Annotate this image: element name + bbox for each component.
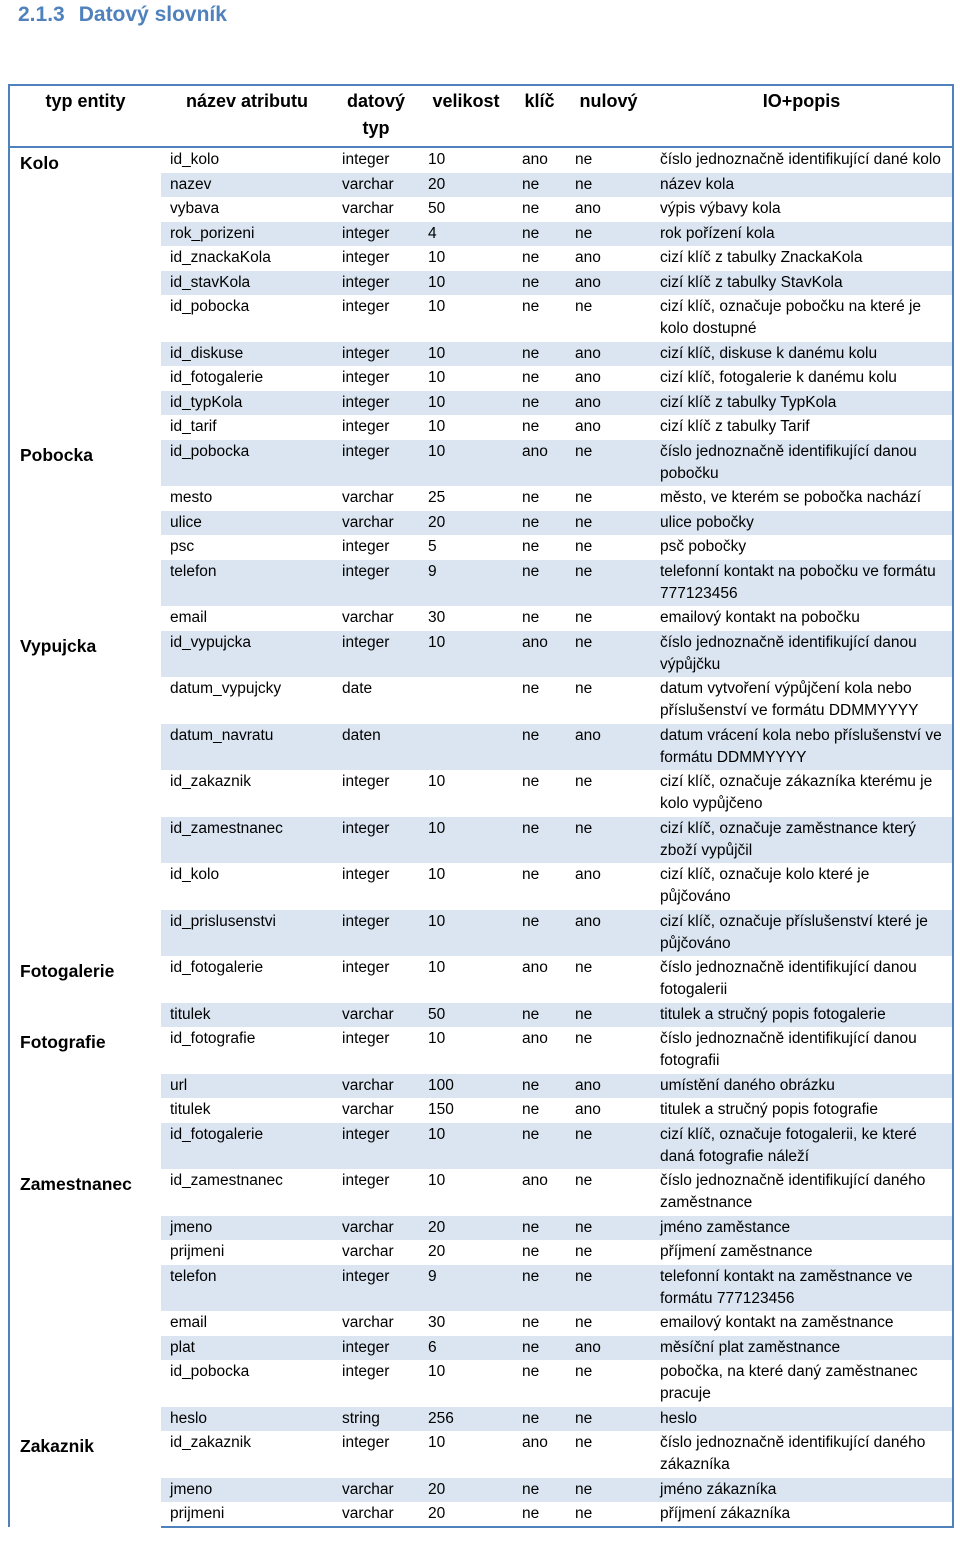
key: ne	[522, 1363, 540, 1380]
attribute-name: url	[161, 1074, 333, 1099]
entity-name: Pobocka	[9, 440, 161, 631]
size: 10	[428, 1434, 446, 1451]
table-row	[9, 147, 953, 173]
entity-name: Zakaznik	[9, 1431, 161, 1527]
nullable: ne	[566, 1123, 651, 1170]
attribute-name: id_stavKola	[161, 271, 333, 296]
size: 10	[428, 1363, 446, 1380]
attribute-name: nazev	[161, 173, 333, 198]
nullable: ne	[566, 1502, 651, 1527]
size: 256	[419, 1407, 513, 1432]
size: 10	[419, 1123, 513, 1170]
nullable: ano	[575, 1101, 601, 1118]
section-number: 2.1.3	[18, 3, 65, 26]
size: 9	[419, 560, 513, 607]
nullable: ne	[575, 538, 593, 555]
attribute-name: id_tarif	[170, 418, 217, 435]
attribute-name: id_zamestnanec	[161, 817, 333, 864]
nullable: ano	[575, 249, 601, 266]
description: titulek a stručný popis fotogalerie	[651, 1003, 953, 1028]
attribute-name: id_kolo	[170, 866, 220, 883]
description: číslo jednoznačně identifikující dané kolo	[651, 147, 953, 173]
table-body	[9, 147, 953, 1527]
data-type: integer	[342, 249, 390, 266]
attribute-name: id_zakaznik	[170, 773, 251, 790]
table-row	[9, 440, 953, 487]
nullable: ano	[575, 200, 601, 217]
attribute-name: id_vypujcka	[161, 631, 333, 678]
data-type: integer	[333, 910, 419, 957]
key: ne	[513, 391, 566, 416]
attribute-name: id_znackaKola	[170, 249, 271, 266]
key: ne	[513, 511, 566, 536]
nullable: ne	[566, 173, 651, 198]
table-row	[9, 956, 953, 1003]
description: cizí klíč z tabulky TypKola	[651, 391, 953, 416]
key: ano	[513, 440, 566, 487]
key: ne	[513, 1336, 566, 1361]
description: měsíční plat zaměstnance	[651, 1336, 953, 1361]
key: ne	[522, 538, 540, 555]
nullable: ano	[566, 1336, 651, 1361]
data-type: integer	[333, 440, 419, 487]
data-type: integer	[342, 369, 390, 386]
data-type: integer	[333, 391, 419, 416]
table-row	[9, 1169, 953, 1216]
size: 10	[428, 151, 446, 168]
key: ne	[522, 680, 540, 697]
description: cizí klíč, fotogalerie k danému kolu	[651, 366, 953, 391]
attribute-name: datum_navratu	[161, 724, 333, 771]
key: ne	[522, 489, 540, 506]
header-nazev-atributu: název atributu	[161, 85, 333, 147]
nullable: ne	[575, 1434, 593, 1451]
data-type: varchar	[333, 1003, 419, 1028]
key: ne	[513, 724, 566, 771]
entity-name: Fotografie	[9, 1027, 161, 1169]
nullable: ne	[575, 1243, 593, 1260]
description: město, ve kterém se pobočka nachází	[651, 486, 953, 511]
nullable: ne	[566, 511, 651, 536]
size: 10	[428, 1030, 446, 1047]
nullable: ano	[566, 271, 651, 296]
key: ne	[522, 200, 540, 217]
table-row	[9, 631, 953, 678]
data-type: varchar	[333, 1216, 419, 1241]
entity-name: Vypujcka	[9, 631, 161, 957]
header-klic: klíč	[513, 85, 566, 147]
header-typ-entity: typ entity	[9, 85, 161, 147]
key: ne	[522, 298, 540, 315]
data-type: integer	[333, 1123, 419, 1170]
size: 10	[419, 631, 513, 678]
data-type: integer	[333, 271, 419, 296]
description: telefonní kontakt na zaměstnance ve formátu 777123456	[651, 1265, 953, 1312]
entity-name: Kolo	[9, 147, 161, 440]
description: cizí klíč, označuje fotogalerii, ke které daná fotografie náleží	[651, 1123, 953, 1170]
description: titulek a stručný popis fotografie	[651, 1098, 953, 1123]
description: název kola	[651, 173, 953, 198]
data-type: varchar	[342, 489, 394, 506]
nullable: ne	[575, 680, 593, 697]
key: ne	[513, 222, 566, 247]
size: 30	[428, 609, 446, 626]
description: číslo jednoznačně identifikující daného zaměstnance	[651, 1169, 953, 1216]
nullable: ne	[566, 1216, 651, 1241]
nullable: ne	[566, 631, 651, 678]
nullable: ne	[575, 1363, 593, 1380]
description: cizí klíč, diskuse k danému kolu	[651, 342, 953, 367]
description: cizí klíč, označuje příslušenství které je půjčováno	[651, 910, 953, 957]
attribute-name: prijmeni	[170, 1243, 225, 1260]
size: 100	[419, 1074, 513, 1099]
nullable: ne	[566, 1003, 651, 1028]
key: ne	[513, 1003, 566, 1028]
size: 5	[428, 538, 437, 555]
nullable: ne	[575, 1172, 593, 1189]
attribute-name: heslo	[161, 1407, 333, 1432]
description: rok pořízení kola	[651, 222, 953, 247]
nullable: ano	[566, 391, 651, 416]
table-row	[9, 1027, 953, 1074]
size: 10	[419, 391, 513, 416]
size	[419, 677, 513, 724]
size: 30	[428, 1314, 446, 1331]
key: ne	[522, 609, 540, 626]
data-type: date	[342, 680, 373, 697]
description: číslo jednoznačně identifikující daného zákazníka	[651, 1431, 953, 1478]
key: ano	[522, 1172, 548, 1189]
attribute-name: id_pobocka	[170, 1363, 250, 1380]
data-type: varchar	[342, 1101, 394, 1118]
data-type: integer	[333, 1336, 419, 1361]
description: výpis výbavy kola	[651, 197, 953, 222]
key: ne	[513, 1478, 566, 1503]
description: emailový kontakt na zaměstnance	[651, 1311, 953, 1336]
nullable: ne	[575, 489, 593, 506]
size: 20	[419, 1502, 513, 1527]
nullable: ne	[566, 1478, 651, 1503]
size: 6	[419, 1336, 513, 1361]
size: 20	[419, 173, 513, 198]
key: ne	[522, 1243, 540, 1260]
attribute-name: datum_vypujcky	[170, 680, 282, 697]
nullable: ano	[566, 724, 651, 771]
attribute-name: ulice	[161, 511, 333, 536]
data-type: integer	[342, 773, 390, 790]
nullable: ano	[575, 369, 601, 386]
key: ne	[513, 1123, 566, 1170]
data-type: integer	[333, 342, 419, 367]
attribute-name: id_fotogalerie	[170, 369, 264, 386]
description: heslo	[651, 1407, 953, 1432]
attribute-name: id_zamestnanec	[170, 1172, 283, 1189]
key: ne	[513, 271, 566, 296]
key: ne	[513, 817, 566, 864]
nullable: ne	[575, 1030, 593, 1047]
header-io-popis: IO+popis	[651, 85, 953, 147]
attribute-name: rok_porizeni	[161, 222, 333, 247]
key: ne	[522, 866, 540, 883]
size: 10	[428, 773, 446, 790]
size: 10	[428, 866, 446, 883]
key: ne	[513, 1407, 566, 1432]
size: 10	[428, 249, 446, 266]
header-row	[9, 85, 953, 147]
nullable: ano	[566, 1074, 651, 1099]
header-nulovy: nulový	[566, 85, 651, 147]
size: 10	[419, 440, 513, 487]
data-type: varchar	[333, 1478, 419, 1503]
data-type: string	[333, 1407, 419, 1432]
size: 10	[419, 342, 513, 367]
data-type: integer	[333, 1265, 419, 1312]
data-type: integer	[342, 959, 390, 976]
data-type: integer	[342, 418, 390, 435]
key: ne	[513, 1265, 566, 1312]
key: ne	[513, 910, 566, 957]
key: ano	[522, 1434, 548, 1451]
key: ne	[513, 1502, 566, 1527]
data-type: integer	[333, 222, 419, 247]
nullable: ne	[566, 1407, 651, 1432]
data-type: integer	[342, 1434, 390, 1451]
size	[419, 724, 513, 771]
nullable: ne	[575, 298, 593, 315]
data-type: integer	[342, 1363, 390, 1380]
attribute-name: telefon	[161, 560, 333, 607]
size: 10	[428, 959, 446, 976]
description: cizí klíč z tabulky ZnackaKola	[651, 246, 953, 271]
section-heading	[18, 3, 227, 27]
data-type: varchar	[342, 1314, 394, 1331]
description: jméno zaměstance	[651, 1216, 953, 1241]
attribute-name: id_diskuse	[161, 342, 333, 367]
key: ne	[522, 249, 540, 266]
size: 20	[419, 1478, 513, 1503]
attribute-name: telefon	[161, 1265, 333, 1312]
nullable: ne	[575, 773, 593, 790]
nullable: ano	[575, 866, 601, 883]
description: datum vrácení kola nebo příslušenství ve formátu DDMMYYYY	[651, 724, 953, 771]
description: cizí klíč, označuje zákazníka kterému je kolo vypůjčeno	[651, 770, 953, 817]
attribute-name: email	[170, 609, 208, 626]
data-type: varchar	[342, 1243, 394, 1260]
data-type: integer	[333, 631, 419, 678]
key: ne	[513, 1074, 566, 1099]
description: umístění daného obrázku	[651, 1074, 953, 1099]
description: číslo jednoznačně identifikující danou fotogalerii	[651, 956, 953, 1003]
attribute-name: mesto	[170, 489, 213, 506]
size: 50	[419, 1003, 513, 1028]
description: cizí klíč, označuje pobočku na které je kolo dostupné	[651, 295, 953, 342]
nullable: ne	[566, 560, 651, 607]
attribute-name: id_kolo	[170, 151, 220, 168]
size: 20	[419, 1216, 513, 1241]
key: ne	[513, 1216, 566, 1241]
size: 20	[419, 511, 513, 536]
data-dictionary-table	[8, 84, 954, 1528]
description: cizí klíč, označuje kolo které je půjčováno	[651, 863, 953, 910]
nullable: ne	[566, 817, 651, 864]
attribute-name: jmeno	[161, 1216, 333, 1241]
data-type: daten	[333, 724, 419, 771]
description: cizí klíč z tabulky Tarif	[651, 415, 953, 440]
size: 10	[419, 817, 513, 864]
data-type: integer	[342, 151, 390, 168]
nullable: ne	[575, 151, 593, 168]
attribute-name: jmeno	[161, 1478, 333, 1503]
nullable: ne	[566, 222, 651, 247]
nullable: ne	[575, 1314, 593, 1331]
key: ano	[513, 631, 566, 678]
description: cizí klíč, označuje zaměstnance který zboží vypůjčil	[651, 817, 953, 864]
data-type: integer	[342, 866, 390, 883]
attribute-name: titulek	[161, 1003, 333, 1028]
attribute-name: id_fotografie	[170, 1030, 256, 1047]
section-title: Datový slovník	[78, 3, 227, 26]
data-type: integer	[333, 817, 419, 864]
description: telefonní kontakt na pobočku ve formátu 777123456	[651, 560, 953, 607]
attribute-name: prijmeni	[161, 1502, 333, 1527]
nullable: ne	[575, 609, 593, 626]
data-type: varchar	[342, 609, 394, 626]
entity-name: Fotogalerie	[9, 956, 161, 1027]
data-type: integer	[342, 1172, 390, 1189]
attribute-name: id_pobocka	[161, 440, 333, 487]
description: cizí klíč z tabulky StavKola	[651, 271, 953, 296]
size: 9	[419, 1265, 513, 1312]
attribute-name: plat	[161, 1336, 333, 1361]
description: pobočka, na které daný zaměstnanec pracuje	[651, 1360, 953, 1407]
attribute-name: vybava	[170, 200, 220, 217]
description: číslo jednoznačně identifikující danou fotografii	[651, 1027, 953, 1074]
data-type: integer	[342, 538, 390, 555]
key: ne	[522, 369, 540, 386]
key: ne	[522, 1314, 540, 1331]
data-type: varchar	[333, 173, 419, 198]
entity-name: Zamestnanec	[9, 1169, 161, 1431]
attribute-name: id_prislusenstvi	[161, 910, 333, 957]
key: ano	[522, 1030, 548, 1047]
data-type: integer	[333, 560, 419, 607]
size: 10	[428, 369, 446, 386]
header-datovy-typ: datový typ	[333, 85, 419, 147]
description: psč pobočky	[651, 535, 953, 560]
data-type: integer	[342, 1030, 390, 1047]
header-velikost: velikost	[419, 85, 513, 147]
attribute-name: id_zakaznik	[170, 1434, 251, 1451]
key: ano	[522, 959, 548, 976]
description: číslo jednoznačně identifikující danou pobočku	[651, 440, 953, 487]
nullable: ne	[575, 959, 593, 976]
nullable: ne	[566, 1265, 651, 1312]
description: číslo jednoznačně identifikující danou výpůjčku	[651, 631, 953, 678]
key: ne	[522, 418, 540, 435]
data-type: varchar	[333, 511, 419, 536]
attribute-name: id_typKola	[161, 391, 333, 416]
nullable: ano	[566, 342, 651, 367]
description: datum vytvoření výpůjčení kola nebo příslušenství ve formátu DDMMYYYY	[651, 677, 953, 724]
description: příjmení zaměstnance	[651, 1240, 953, 1265]
attribute-name: id_fotogalerie	[161, 1123, 333, 1170]
attribute-name: psc	[170, 538, 195, 555]
data-type: varchar	[342, 200, 394, 217]
size: 10	[419, 910, 513, 957]
attribute-name: email	[170, 1314, 208, 1331]
table-row	[9, 1431, 953, 1478]
key: ne	[513, 342, 566, 367]
attribute-name: id_pobocka	[170, 298, 250, 315]
nullable: ano	[575, 418, 601, 435]
key: ne	[522, 1101, 540, 1118]
size: 50	[428, 200, 446, 217]
size: 10	[428, 1172, 446, 1189]
key: ano	[522, 151, 548, 168]
key: ne	[513, 173, 566, 198]
key: ne	[513, 560, 566, 607]
description: ulice pobočky	[651, 511, 953, 536]
size: 150	[428, 1101, 454, 1118]
description: jméno zákazníka	[651, 1478, 953, 1503]
nullable: ano	[566, 910, 651, 957]
data-type: varchar	[333, 1502, 419, 1527]
size: 10	[428, 298, 446, 315]
data-type: integer	[342, 298, 390, 315]
attribute-name: id_fotogalerie	[170, 959, 264, 976]
size: 20	[428, 1243, 446, 1260]
key: ne	[522, 773, 540, 790]
size: 10	[419, 271, 513, 296]
attribute-name: titulek	[170, 1101, 211, 1118]
size: 25	[428, 489, 446, 506]
size: 10	[428, 418, 446, 435]
description: příjmení zákazníka	[651, 1502, 953, 1527]
nullable: ne	[566, 440, 651, 487]
size: 4	[419, 222, 513, 247]
data-type: varchar	[333, 1074, 419, 1099]
description: emailový kontakt na pobočku	[651, 606, 953, 631]
